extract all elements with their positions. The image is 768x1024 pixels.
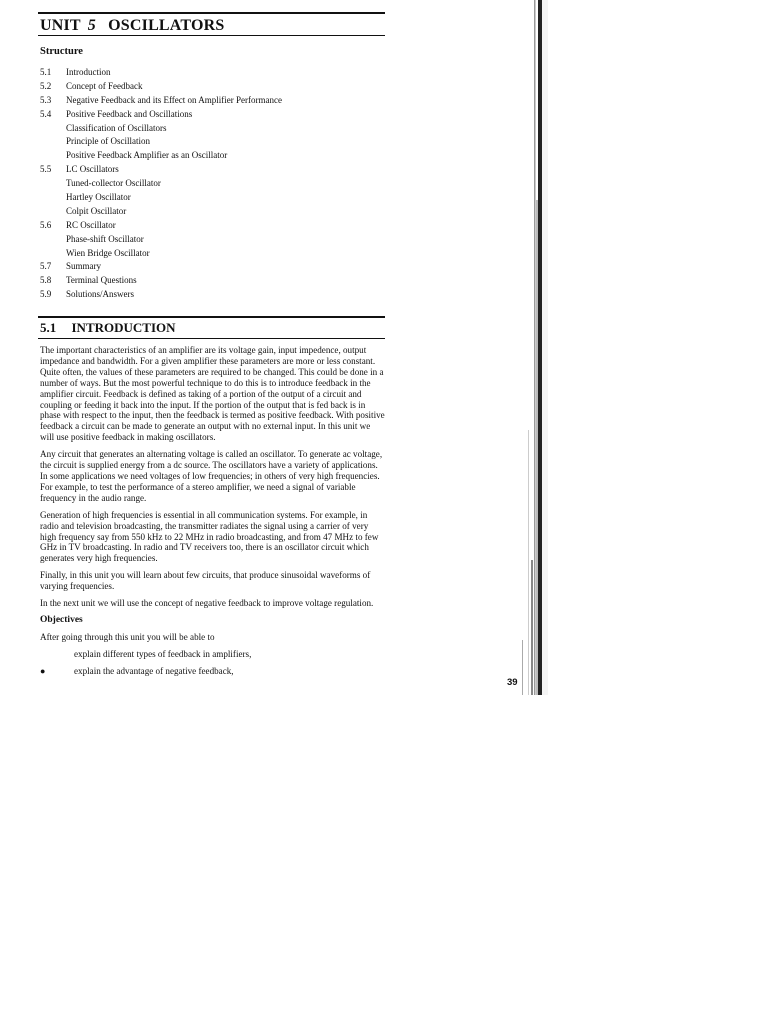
top-rule: [38, 12, 385, 14]
structure-heading: Structure: [40, 46, 83, 57]
title-underline: [38, 35, 385, 36]
toc-item: Positive Feedback Amplifier as an Oscillator: [66, 150, 228, 161]
unit-number: 5: [87, 17, 96, 34]
toc-item: Wien Bridge Oscillator: [66, 247, 150, 258]
paragraph: Finally, in this unit you will learn about few circuits, that produce sinusoidal waveforms of varying frequencies.: [40, 570, 371, 592]
section-number: 5.1: [40, 320, 57, 335]
toc-item: 5.4 Positive Feedback and Oscillations: [40, 108, 193, 119]
toc-item: 5.9 Solutions/Answers: [40, 289, 135, 300]
toc-item: Hartley Oscillator: [66, 192, 131, 203]
paragraph: Generation of high frequencies is essential in all communication systems. For example, in radio and television broadcasting, the transmitter radiates the signal using a carrier of very high frequency say from 550 kHz to 22 MHz in radio broadcasting, and from 47 MHz to few GHz in TV broadcasting. In radio and TV receivers too, there is an oscillator circuit which generates very high frequencies.: [40, 509, 379, 564]
toc-item: 5.3 Negative Feedback and its Effect on Amplifier Performance: [40, 94, 283, 105]
paragraph: Any circuit that generates an alternating voltage is called an oscillator. To generate ac voltage, the circuit is supplied energy from a dc source. The oscillators have a variety of applications. In some applications we need voltages of low frequencies; in others of very high frequencies. For example, to test the performance of a stereo amplifier, we need a signal of variable frequency in the audio range.: [40, 449, 383, 503]
unit-title: [40, 17, 224, 35]
paragraph: The important characteristics of an amplifier are its voltage gain, input impedence, output impedance and bandwidth. For a given amplifier these parameters are more or less constant. Quite often, the values of these parameters are required to be changed. This could be done in a number of ways. But the most powerful technique to do this is to introduce feedback in the amplifier circuit. Feedback is defined as taking of a portion of the output of a circuit and coupling or feeding it back into the input. If the portion of the output that is fed back is in phase with respect to the input, then the feedback is termed as positive feedback. With positive feedback a circuit can be made to generate an output with no external input. In this unit we will use positive feedback in making oscillators.: [40, 345, 385, 443]
paragraph: In the next unit we will use the concept of negative feedback to improve voltage regulation.: [40, 598, 374, 609]
table-of-contents: [40, 66, 370, 302]
toc-item: Classification of Oscillators: [66, 122, 167, 133]
section-heading: [40, 320, 176, 336]
objective-item: [40, 666, 385, 677]
objective-text: explain different types of feedback in amplifiers,: [74, 648, 252, 659]
toc-item: 5.2 Concept of Feedback: [40, 80, 143, 91]
toc-item: 5.1 Introduction: [40, 67, 111, 77]
book-spine-edge: [516, 0, 548, 695]
toc-item: Phase-shift Oscillator: [66, 233, 144, 244]
toc-item: 5.7 Summary: [40, 261, 101, 272]
unit-label: UNIT: [40, 17, 81, 34]
body-text: [40, 345, 385, 677]
page-number: 39: [507, 677, 518, 688]
toc-item: 5.8 Terminal Questions: [40, 275, 137, 286]
objective-item: [40, 649, 385, 660]
unit-name: OSCILLATORS: [108, 17, 225, 34]
objectives-intro: After going through this unit you will be able to: [40, 631, 215, 642]
section-underline: [38, 338, 385, 339]
toc-item: Principle of Oscillation: [66, 136, 150, 147]
section-rule: [38, 316, 385, 318]
toc-item: 5.6 RC Oscillator: [40, 219, 116, 230]
section-title: INTRODUCTION: [71, 320, 176, 335]
objective-text: explain the advantage of negative feedback,: [74, 665, 234, 676]
toc-item: Tuned-collector Oscillator: [66, 178, 161, 189]
toc-item: Colpit Oscillator: [66, 205, 127, 216]
objectives-heading: Objectives: [40, 614, 83, 625]
toc-item: 5.5 LC Oscillators: [40, 164, 119, 175]
bullet-marker: ●: [40, 665, 46, 676]
